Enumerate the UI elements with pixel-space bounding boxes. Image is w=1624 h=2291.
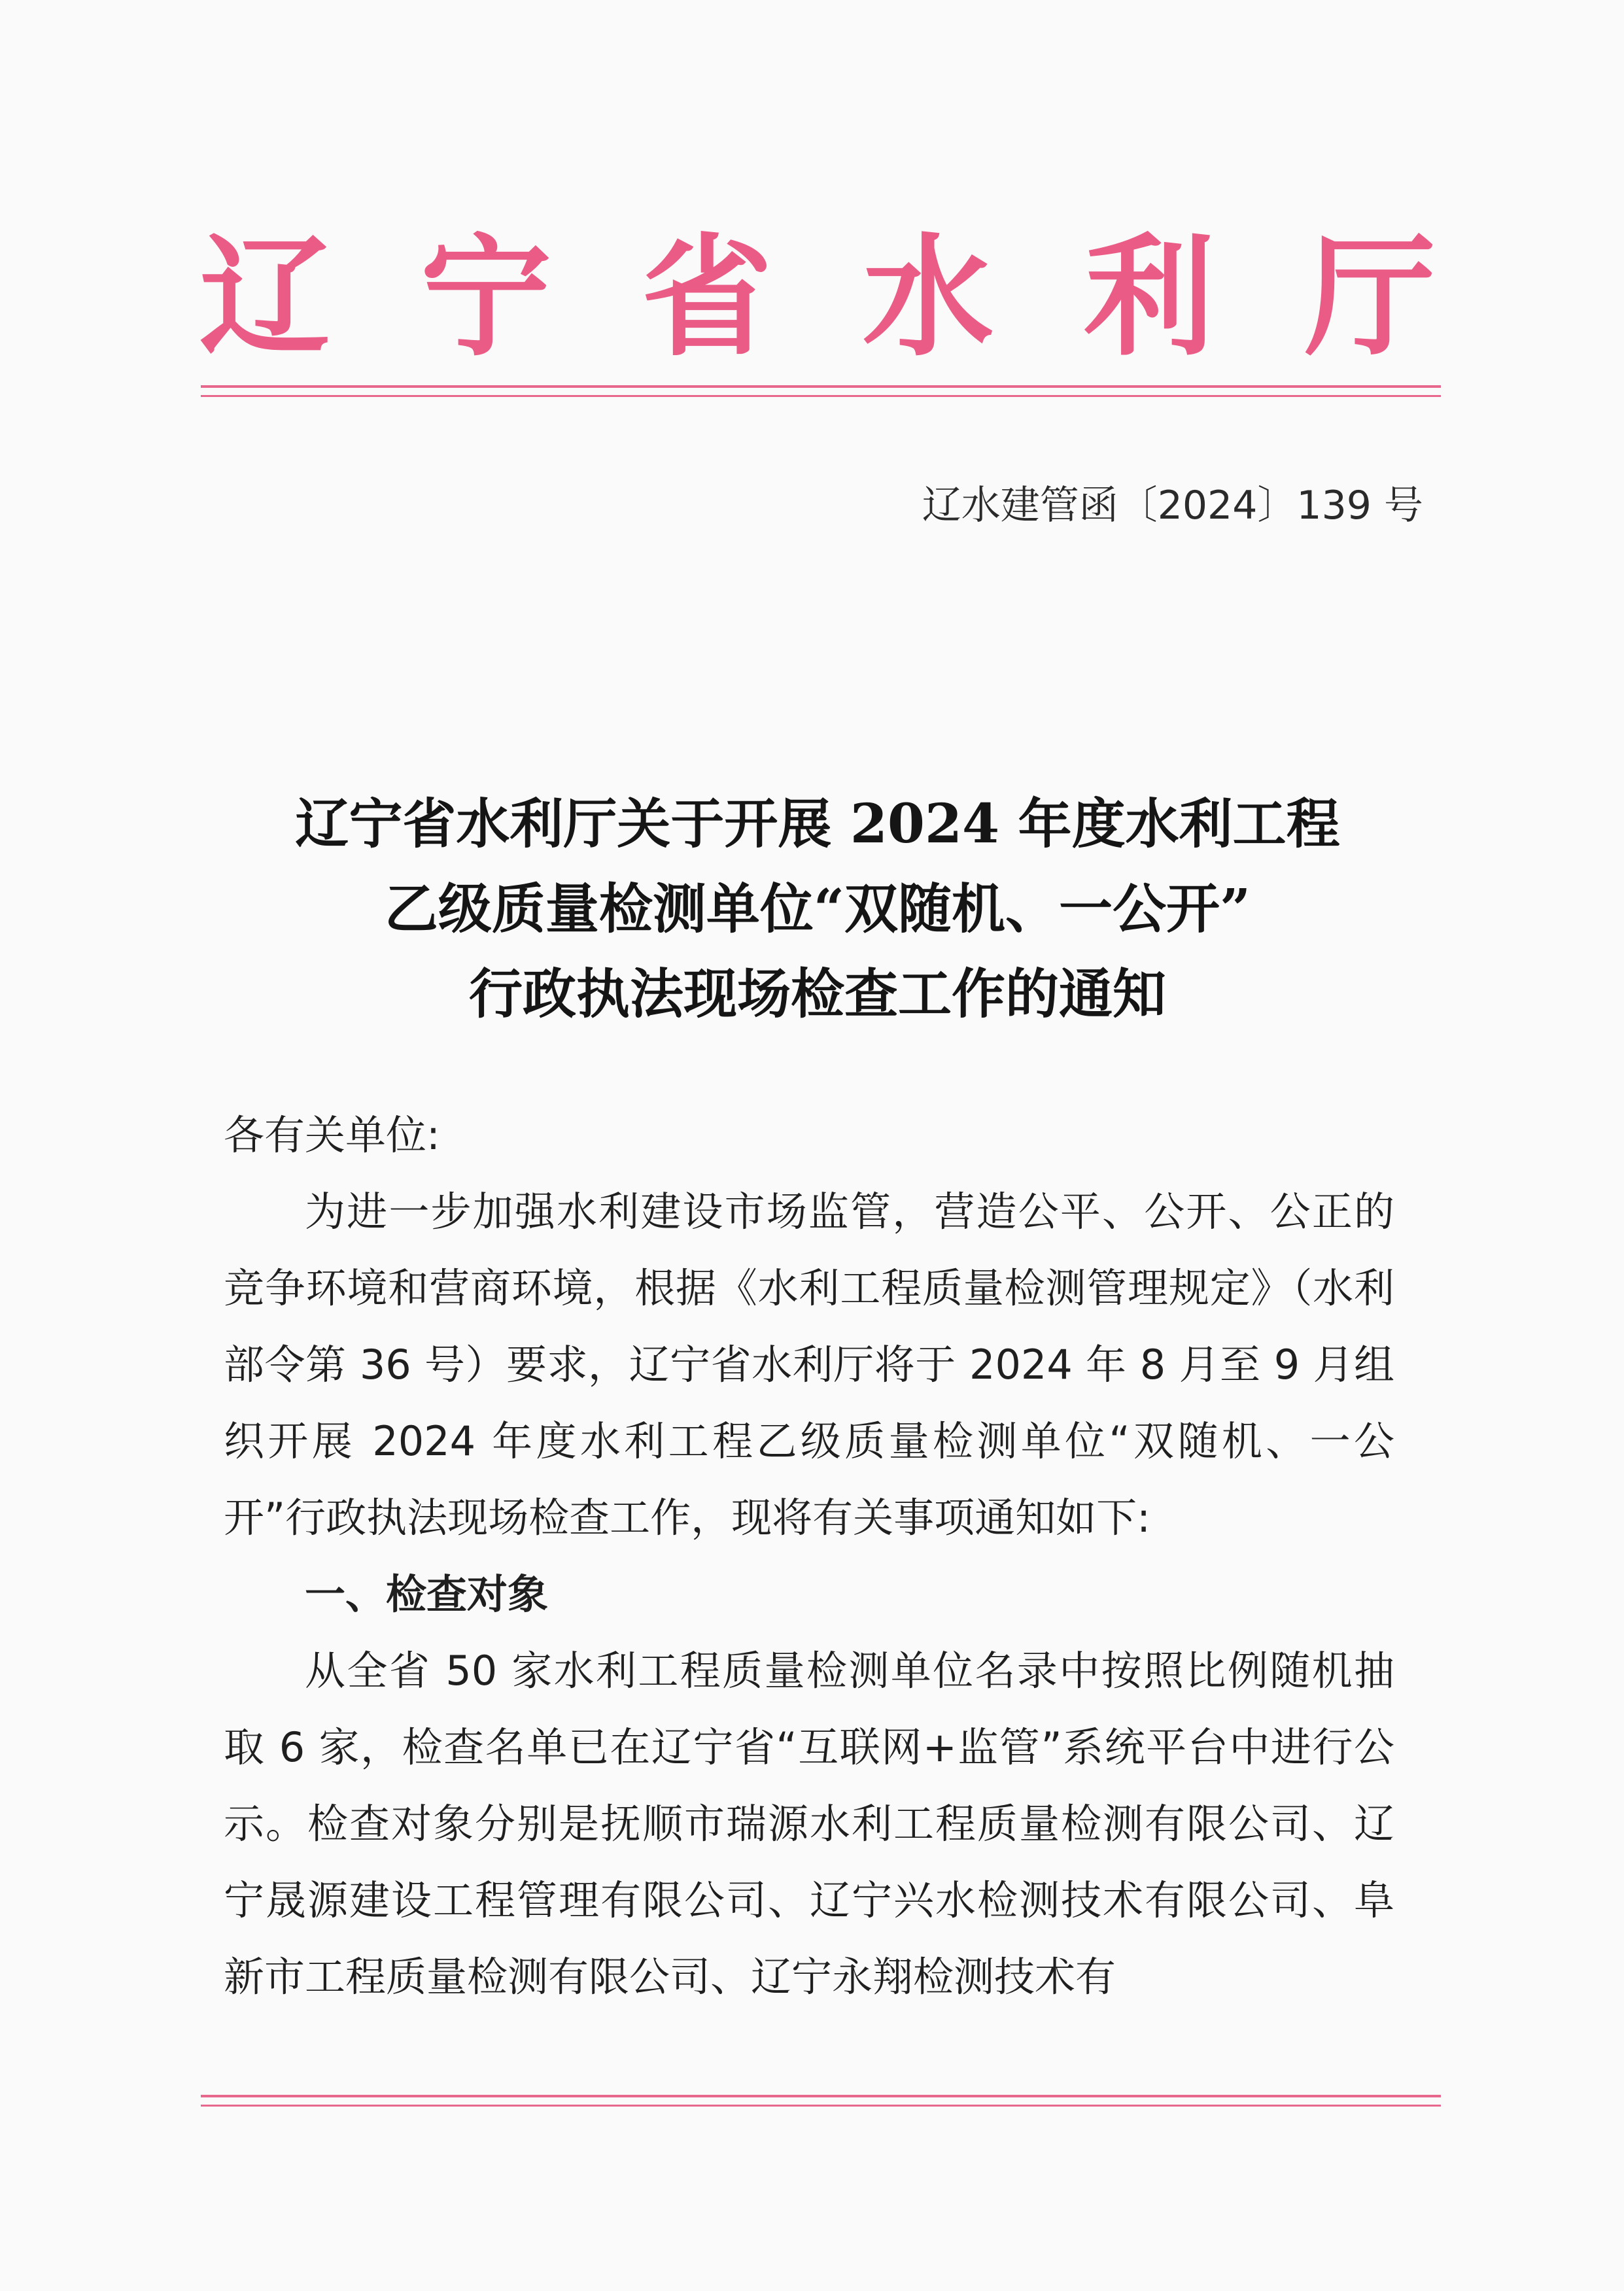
section-heading: 一、检查对象 — [305, 1570, 549, 1618]
salutation: 各有关单位: — [224, 1111, 440, 1159]
letterhead-char: 省 — [641, 220, 772, 374]
title-line-2: 乙级质量检测单位“双随机、一公开” — [384, 878, 1251, 940]
footer-rule-bottom — [201, 2105, 1441, 2107]
title-line-1: 辽宁省水利厅关于开展 2024 年度水利工程 — [295, 793, 1340, 855]
letterhead-char: 利 — [1083, 220, 1215, 374]
agency-letterhead — [196, 222, 1439, 373]
letterhead-char: 水 — [862, 220, 993, 374]
document-title — [196, 782, 1439, 1037]
body-paragraph: 从全省 50 家水利工程质量检测单位名录中按照比例随机抽取 6 家，检查名单已在辽宁省“互联网+监管”系统平台中进行公示。检查对象分别是抚顺市瑞源水利工程质量检测有限公司、辽宁晟源建设工程管理有限公司、辽宁兴水检测技术有限公司、阜新市工程质量检测有限公司、辽宁永翔检测技术有 — [224, 1647, 1394, 2001]
footer-rule-top — [201, 2095, 1441, 2097]
letterhead-char: 宁 — [420, 220, 551, 374]
document-number: 辽水建管函〔2024〕139 号 — [922, 483, 1423, 528]
letterhead-char: 厅 — [1304, 220, 1436, 374]
body-paragraph: 为进一步加强水利建设市场监管，营造公平、公开、公正的竞争环境和营商环境，根据《水利工程质量检测管理规定》（水利部令第 36 号）要求，辽宁省水利厅将于 2024 年 8 月至 9 月组织开展 2024 年度水利工程乙级质量检测单位“双随机、一公开”行政执法现场检查工作，现将有关事项通知如下: — [224, 1188, 1394, 1542]
letterhead-char: 辽 — [199, 220, 330, 374]
header-rule-bottom — [201, 395, 1441, 397]
document-body — [224, 1097, 1394, 2015]
header-rule-top — [201, 385, 1441, 388]
title-line-3: 行政执法现场检查工作的通知 — [468, 963, 1166, 1025]
